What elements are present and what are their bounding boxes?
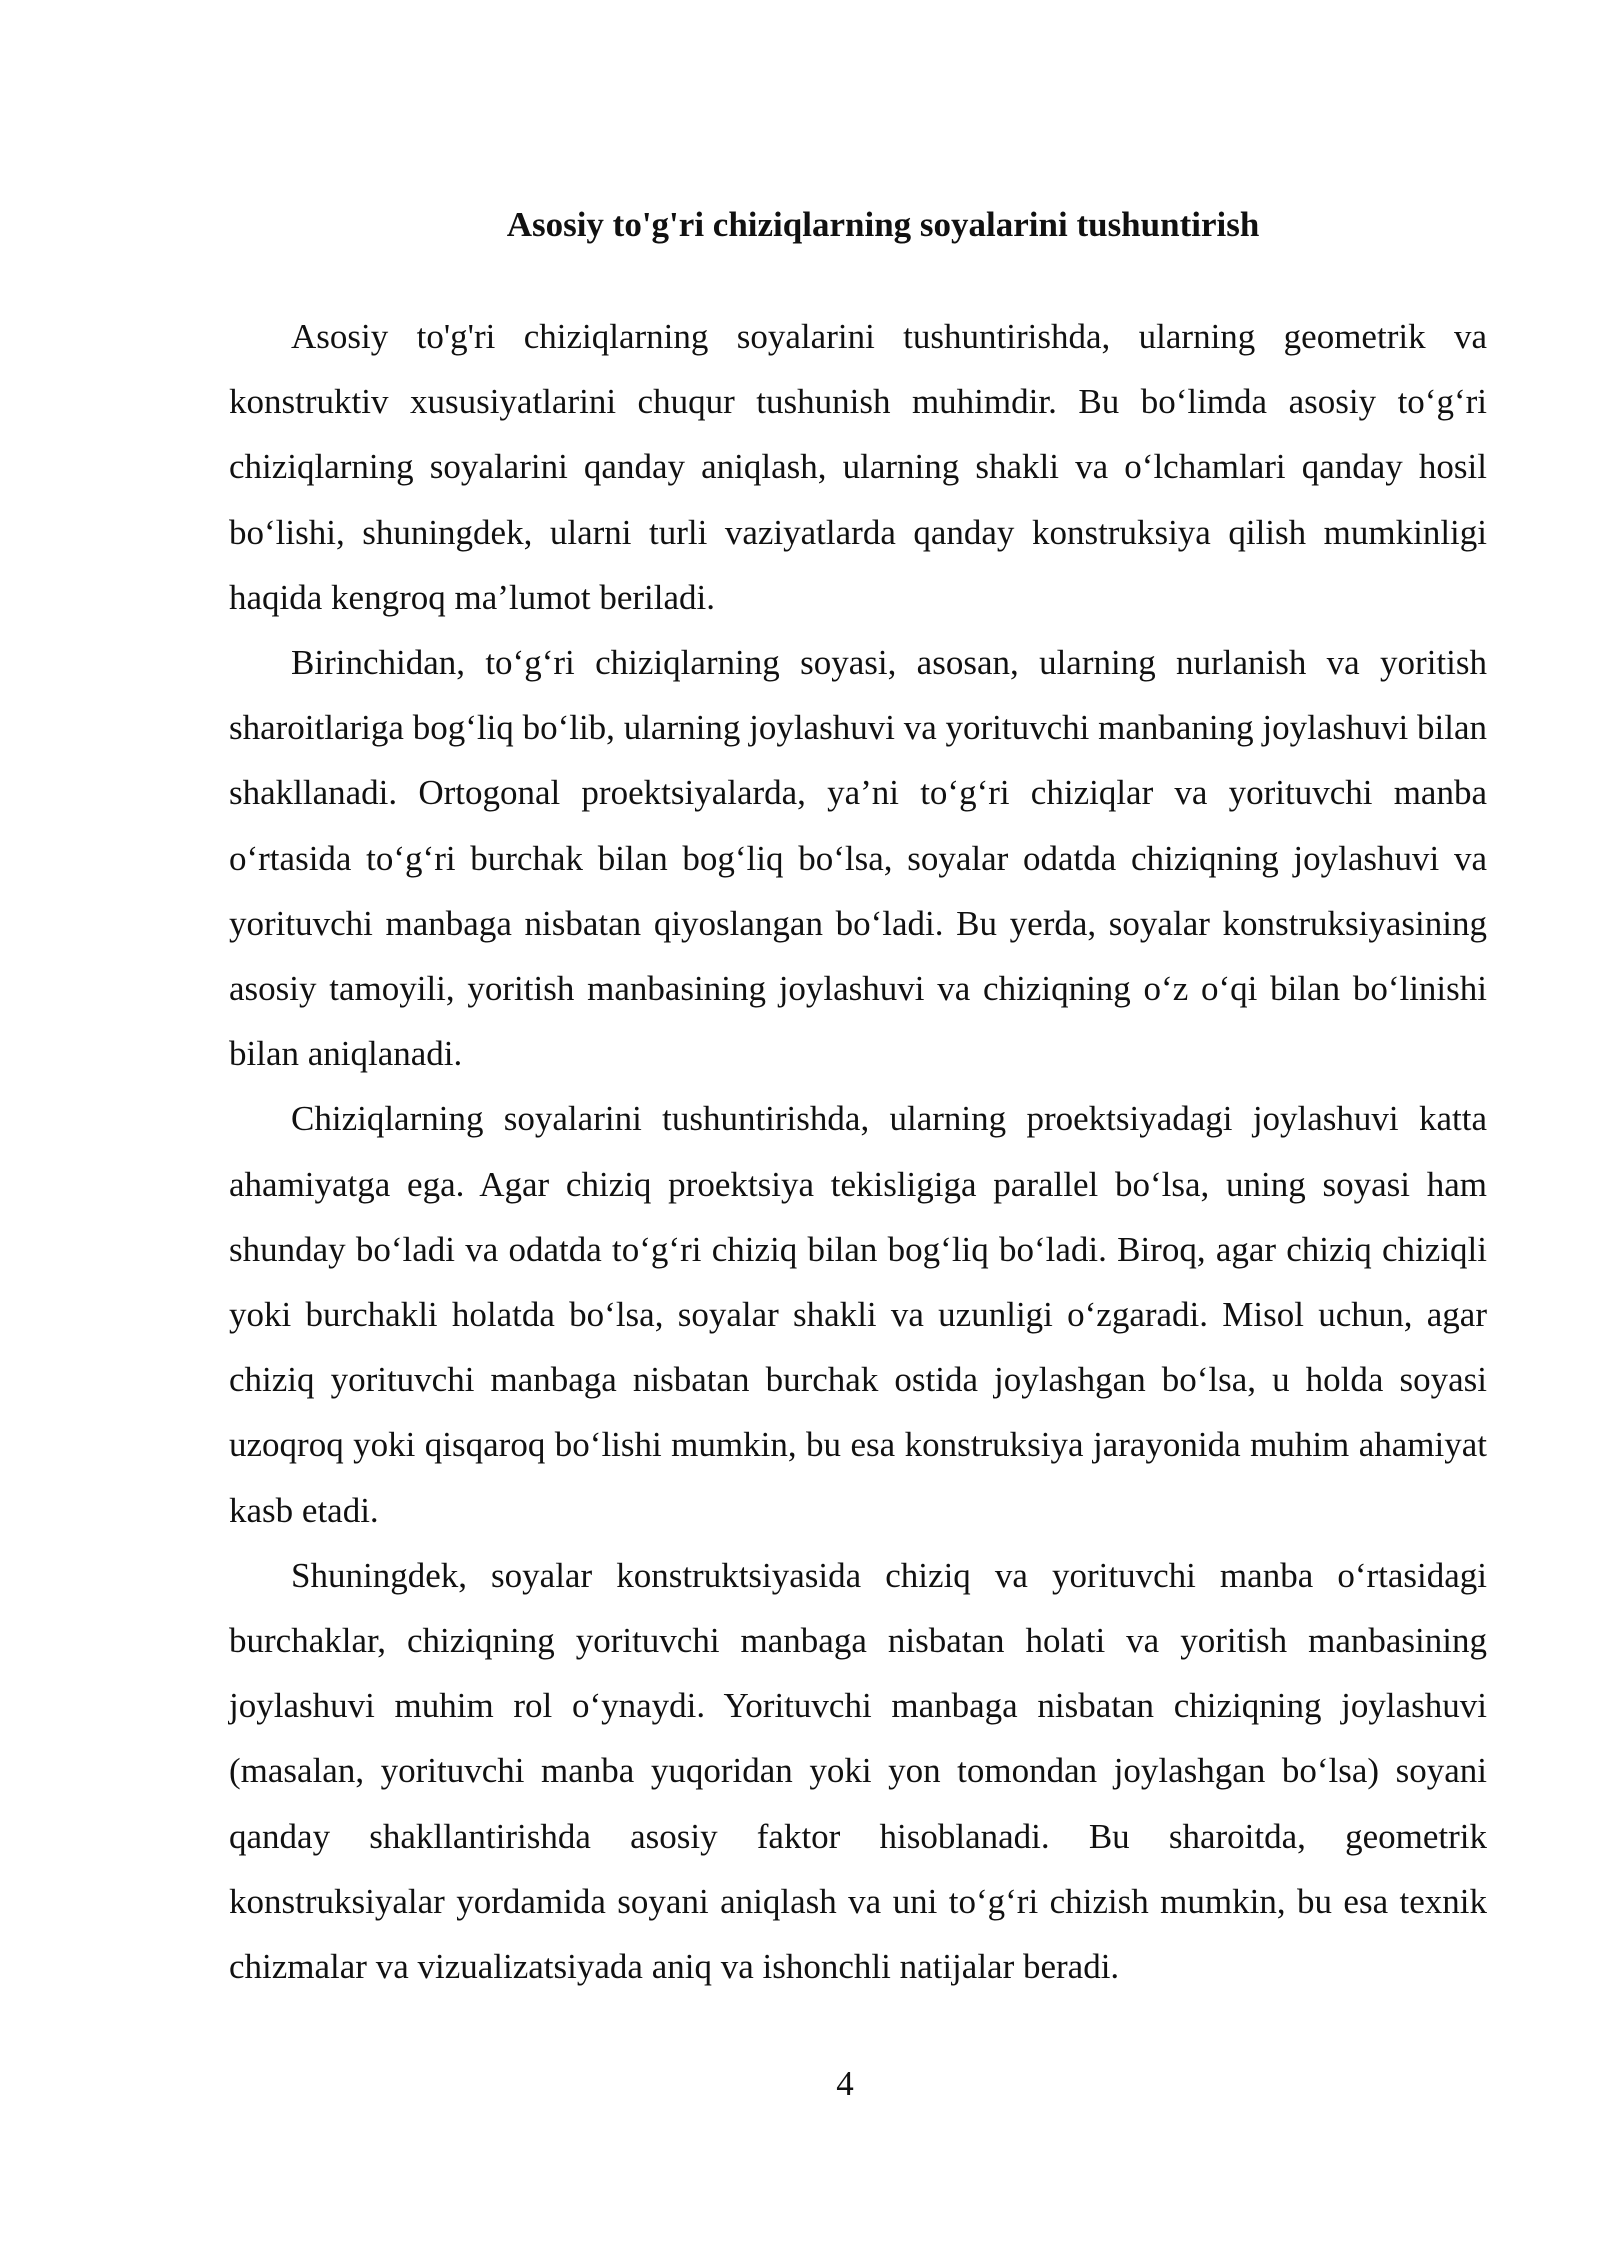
paragraph-1: Asosiy to'g'ri chiziqlarning soyalarini tushuntirishda, ularning geometrik va konstruktiv xususiyatlarini chuqur tushunish muhimdir. Bu bo‘limda asosiy to‘g‘ri chiziqlarning soyalarini qanday aniqlash, ularning shakli va o‘lchamlari qanday hosil bo‘lishi, shuningdek, ularni turli vaziyatlarda qanday konstruksiya qilish mumkinligi haqida kengroq ma’lumot beriladi. — [229, 317, 1487, 617]
paragraph-4: Shuningdek, soyalar konstruktsiyasida chiziq va yorituvchi manba o‘rtasidagi burchaklar, chiziqning yorituvchi manbaga nisbatan holati va yoritish manbasining joylashuvi muhim rol o‘ynaydi. Yorituvchi manbaga nisbatan chiziqning joylashuvi (masalan, yorituvchi manba yuqoridan yoki yon tomondan joylashgan bo‘lsa) soyani qanday shakllantirishda asosiy faktor hisoblanadi. Bu sharoitda, geometrik konstruksiyalar yordamida soyani aniqlash va uni to‘g‘ri chizish mumkin, bu esa texnik chizmalar va vizualizatsiyada aniq va ishonchli natijalar beradi. — [229, 1555, 1487, 1987]
paragraph-3: Chiziqlarning soyalarini tushuntirishda, ularning proektsiyadagi joylashuvi katta ahamiyatga ega. Agar chiziq proektsiya tekisligiga parallel bo‘lsa, uning soyasi ham shunday bo‘ladi va odatda to‘g‘ri chiziq bilan bog‘liq bo‘ladi. Biroq, agar chiziq chiziqli yoki burchakli holatda bo‘lsa, soyalar shakli va uzunligi o‘zgaradi. Misol uchun, agar chiziq yorituvchi manbaga nisbatan burchak ostida joylashgan bo‘lsa, u holda soyasi uzoqroq yoki qisqaroq bo‘lishi mumkin, bu esa konstruksiya jarayonida muhim ahamiyat kasb etadi. — [229, 1099, 1487, 1530]
body-text — [229, 304, 1487, 1999]
page-title: Asosiy to'g'ri chiziqlarning soyalarini tushuntirish — [506, 205, 1260, 244]
paragraph-2: Birinchidan, to‘g‘ri chiziqlarning soyasi, asosan, ularning nurlanish va yoritish sharoitlariga bog‘liq bo‘lib, ularning joylashuvi va yorituvchi manbaning joylashuvi bilan shakllanadi. Ortogonal proektsiyalarda, ya’ni to‘g‘ri chiziqlar va yorituvchi manba o‘rtasida to‘g‘ri burchak bilan bog‘liq bo‘lsa, soyalar odatda chiziqning joylashuvi va yorituvchi manbaga nisbatan qiyoslangan bo‘ladi. Bu yerda, soyalar konstruksiyasining asosiy tamoyili, yoritish manbasining joylashuvi va chiziqning o‘z o‘qi bilan bo‘linishi bilan aniqlanadi. — [229, 643, 1487, 1074]
page-number: 4 — [836, 2064, 854, 2103]
page-content — [229, 196, 1487, 1999]
